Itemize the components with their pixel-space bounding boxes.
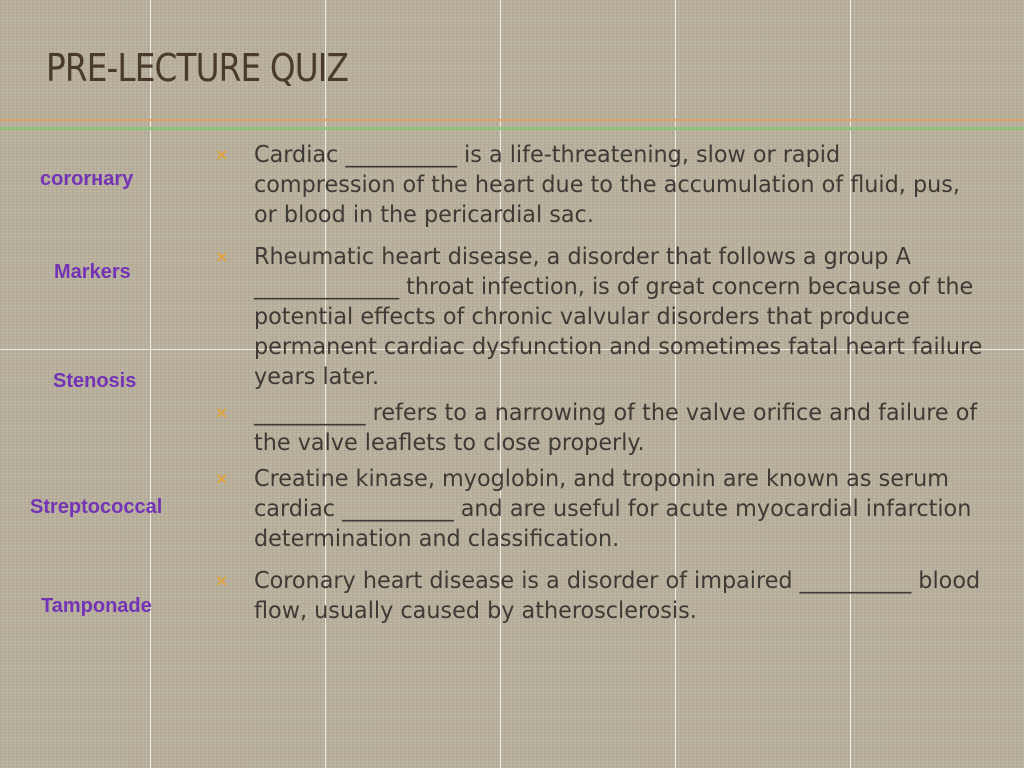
question-item <box>215 140 1005 230</box>
question-text: Creatine kinase, myoglobin, and troponin are known as serum cardiac __________ and are useful for acute myocardial infarction determination and classification. <box>254 466 972 552</box>
x-mark-icon: ⨯ <box>215 403 229 422</box>
question-item <box>215 566 1005 626</box>
question-text: Cardiac __________ is a life-threatening, slow or rapid compression of the heart due to the accumulation of fluid, pus, or blood in the pericardial sac. <box>254 142 960 228</box>
question-item <box>215 398 1005 458</box>
answer-markers: Markers <box>54 261 131 283</box>
x-mark-icon: ⨯ <box>215 145 229 164</box>
title-divider-orange <box>0 119 1024 121</box>
answer-stenosis: Stenosis <box>53 370 137 392</box>
question-list <box>215 140 1005 638</box>
slide-title: PRE-LECTURE QUIZ <box>46 46 349 90</box>
question-text: Rheumatic heart disease, a disorder that follows a group A _____________ throat infection, is of great concern because of the potential effects of chronic valvular disorders that produce permanent cardiac dysfunction and sometimes fatal heart failure years later. <box>254 244 983 390</box>
title-divider-green <box>0 127 1024 130</box>
answer-tamponade: Tamponade <box>41 595 152 617</box>
answer-coronary: cororнary <box>40 168 134 190</box>
question-item <box>215 242 1005 392</box>
x-mark-icon: ⨯ <box>215 469 229 488</box>
question-text: __________ refers to a narrowing of the valve orifice and failure of the valve leaflets to close properly. <box>254 400 978 456</box>
question-item <box>215 464 1005 554</box>
background-grid-line <box>150 0 151 768</box>
x-mark-icon: ⨯ <box>215 571 229 590</box>
answer-streptococcal: Streptococcal <box>30 496 163 518</box>
question-text: Coronary heart disease is a disorder of impaired __________ blood flow, usually caused by atherosclerosis. <box>254 568 981 624</box>
x-mark-icon: ⨯ <box>215 247 229 266</box>
